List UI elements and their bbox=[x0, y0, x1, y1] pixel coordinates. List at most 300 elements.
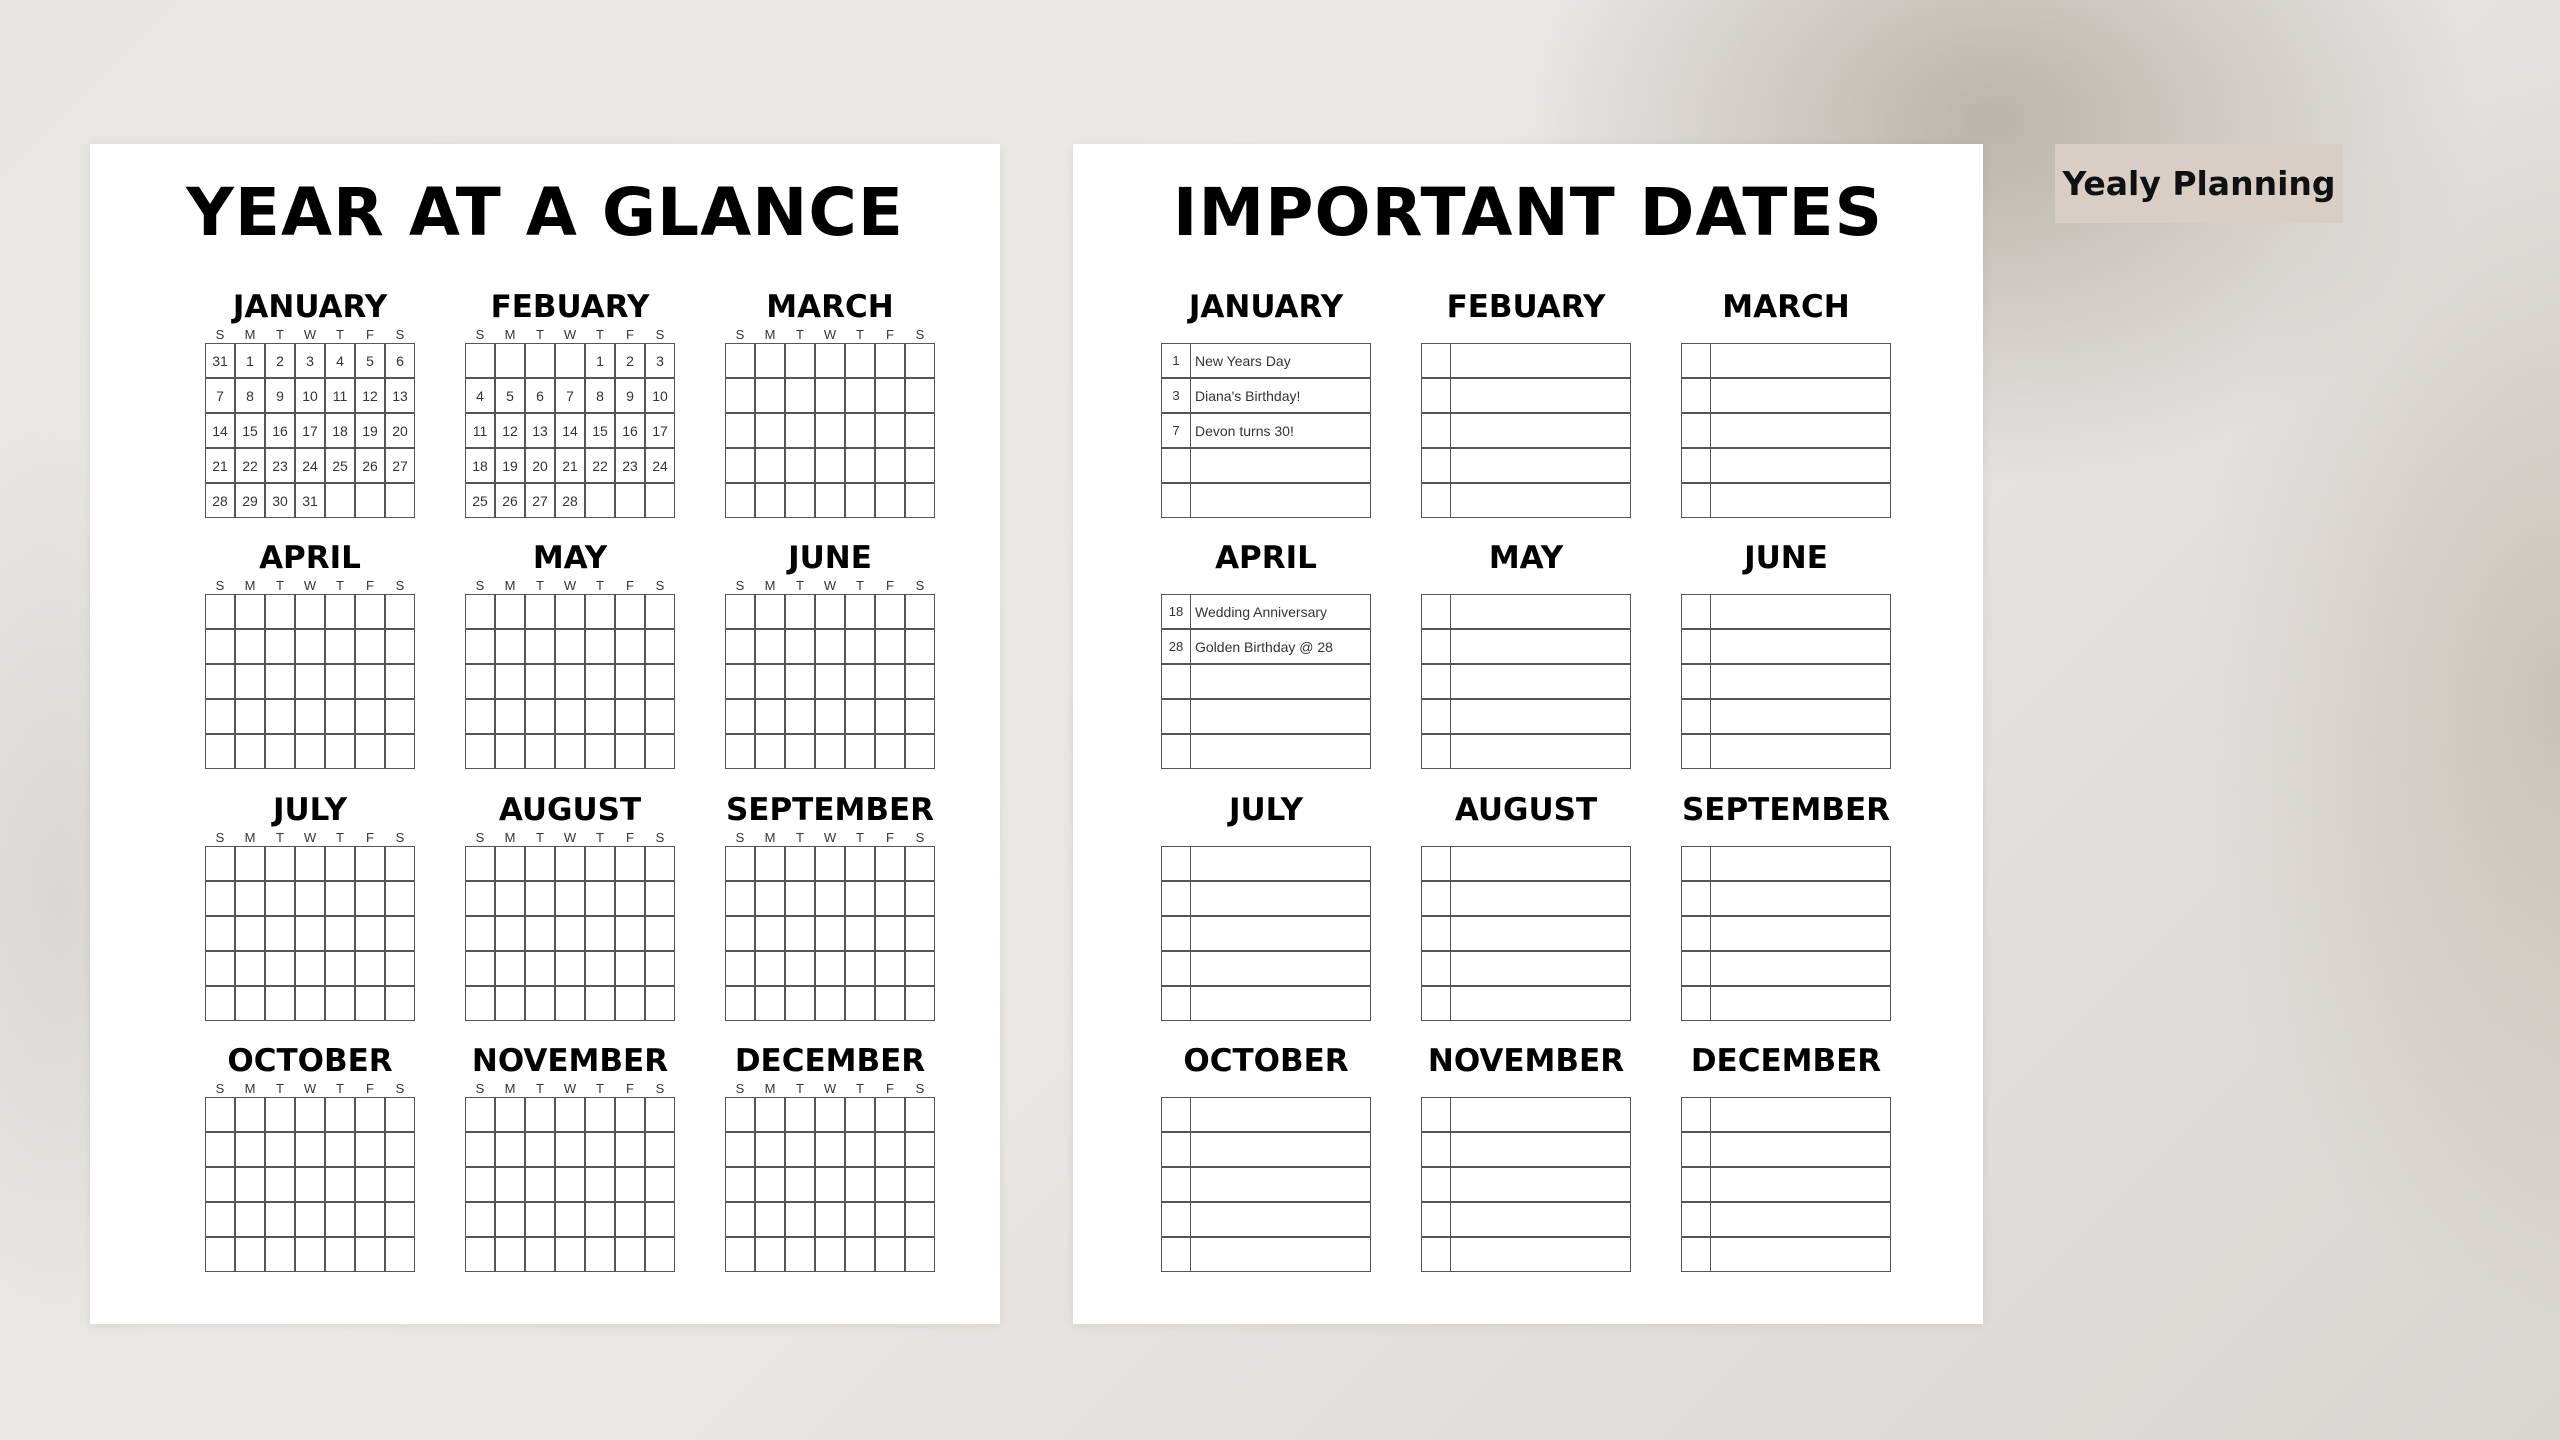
date-day bbox=[1682, 344, 1711, 377]
calendar-day-cell bbox=[585, 916, 615, 951]
weekday-label: T bbox=[796, 578, 804, 593]
month-calendar bbox=[440, 792, 700, 1032]
date-entry-row[interactable] bbox=[1421, 594, 1631, 629]
weekday-label: T bbox=[856, 830, 864, 845]
date-entry-row[interactable] bbox=[1681, 846, 1891, 881]
calendar-day-cell bbox=[645, 986, 675, 1021]
date-day bbox=[1422, 917, 1451, 950]
calendar-day-cell bbox=[785, 734, 815, 769]
calendar-day-cell: 15 bbox=[235, 413, 265, 448]
date-entry-row[interactable] bbox=[1421, 846, 1631, 881]
calendar-day-cell bbox=[785, 448, 815, 483]
date-entry-row[interactable] bbox=[1421, 699, 1631, 734]
date-entry-row[interactable] bbox=[1421, 664, 1631, 699]
calendar-day-cell bbox=[875, 1097, 905, 1132]
calendar-day-cell bbox=[845, 629, 875, 664]
calendar-day-cell bbox=[235, 1132, 265, 1167]
date-entry-row[interactable] bbox=[1161, 881, 1371, 916]
weekday-label: S bbox=[915, 830, 925, 845]
month-name: OCTOBER bbox=[227, 1043, 393, 1079]
calendar-day-cell: 16 bbox=[615, 413, 645, 448]
month-name: NOVEMBER bbox=[1427, 1043, 1625, 1079]
calendar-day-cell: 8 bbox=[235, 378, 265, 413]
date-entry-row[interactable] bbox=[1681, 483, 1891, 518]
month-name: JULY bbox=[272, 792, 348, 828]
date-entry-row[interactable] bbox=[1681, 951, 1891, 986]
date-entry-row[interactable] bbox=[1161, 448, 1371, 483]
calendar-day-cell bbox=[615, 629, 645, 664]
calendar-day-cell bbox=[755, 594, 785, 629]
calendar-day-cell bbox=[235, 734, 265, 769]
calendar-day-cell bbox=[755, 413, 785, 448]
calendar-day-cell bbox=[875, 378, 905, 413]
date-entry-row[interactable] bbox=[1421, 951, 1631, 986]
calendar-day-cell bbox=[905, 1132, 935, 1167]
calendar-day-cell bbox=[465, 951, 495, 986]
calendar-day-cell bbox=[205, 629, 235, 664]
calendar-day-cell bbox=[725, 664, 755, 699]
calendar-day-cell bbox=[325, 951, 355, 986]
date-entry-row[interactable] bbox=[1681, 594, 1891, 629]
calendar-day-cell bbox=[205, 951, 235, 986]
date-entry-row[interactable] bbox=[1421, 629, 1631, 664]
calendar-day-cell bbox=[325, 664, 355, 699]
calendar-day-cell bbox=[265, 1097, 295, 1132]
calendar-day-cell bbox=[295, 699, 325, 734]
calendar-day-cell bbox=[205, 1202, 235, 1237]
calendar-day-cell bbox=[555, 594, 585, 629]
month-dates-list bbox=[1421, 289, 1636, 529]
calendar-day-cell: 6 bbox=[385, 343, 415, 378]
calendar-day-cell bbox=[585, 1202, 615, 1237]
date-entry-row[interactable] bbox=[1681, 1237, 1891, 1272]
calendar-day-cell bbox=[585, 483, 615, 518]
weekday-label: S bbox=[655, 1081, 665, 1096]
calendar-day-cell bbox=[525, 1167, 555, 1202]
month-calendar bbox=[440, 1043, 700, 1283]
calendar-day-cell bbox=[725, 1132, 755, 1167]
calendar-day-cell bbox=[645, 1097, 675, 1132]
calendar-day-cell bbox=[875, 734, 905, 769]
calendar-day-cell: 20 bbox=[525, 448, 555, 483]
calendar-day-cell bbox=[555, 343, 585, 378]
date-entry-row[interactable] bbox=[1161, 483, 1371, 518]
date-day bbox=[1422, 700, 1451, 733]
date-entry-row[interactable] bbox=[1161, 734, 1371, 769]
weekday-label: S bbox=[655, 327, 665, 342]
calendar-day-cell bbox=[495, 986, 525, 1021]
calendar-day-cell bbox=[235, 986, 265, 1021]
weekday-label: S bbox=[395, 327, 405, 342]
date-entry-row[interactable] bbox=[1421, 916, 1631, 951]
calendar-day-cell bbox=[555, 1167, 585, 1202]
date-entry-row[interactable] bbox=[1681, 699, 1891, 734]
calendar-day-cell bbox=[325, 1202, 355, 1237]
calendar-day-cell bbox=[235, 951, 265, 986]
calendar-day-cell bbox=[815, 846, 845, 881]
calendar-day-cell bbox=[815, 881, 845, 916]
date-entry-row[interactable] bbox=[1421, 881, 1631, 916]
calendar-day-cell: 6 bbox=[525, 378, 555, 413]
date-day bbox=[1422, 987, 1451, 1020]
calendar-day-cell bbox=[355, 734, 385, 769]
calendar-day-cell bbox=[265, 734, 295, 769]
calendar-day-cell: 26 bbox=[495, 483, 525, 518]
weekday-label: S bbox=[735, 578, 745, 593]
date-day bbox=[1162, 952, 1191, 985]
weekday-label: W bbox=[303, 327, 317, 342]
month-name: JANUARY bbox=[232, 289, 388, 325]
month-calendar bbox=[700, 792, 960, 1032]
date-entry-row[interactable] bbox=[1421, 1167, 1631, 1202]
weekday-label: M bbox=[764, 1081, 776, 1096]
calendar-day-cell: 10 bbox=[295, 378, 325, 413]
date-day bbox=[1682, 1098, 1711, 1131]
date-day bbox=[1682, 1203, 1711, 1236]
calendar-day-cell: 10 bbox=[645, 378, 675, 413]
date-entry-row[interactable] bbox=[1421, 986, 1631, 1021]
calendar-day-cell bbox=[385, 594, 415, 629]
date-day: 3 bbox=[1162, 379, 1191, 412]
date-entry-row[interactable] bbox=[1681, 1132, 1891, 1167]
weekday-label: M bbox=[504, 1081, 516, 1096]
calendar-day-cell bbox=[755, 629, 785, 664]
weekday-label: T bbox=[536, 830, 544, 845]
date-entry-row[interactable] bbox=[1681, 1097, 1891, 1132]
month-name: MARCH bbox=[766, 289, 894, 325]
date-entry-row[interactable] bbox=[1421, 1132, 1631, 1167]
weekday-label: W bbox=[563, 578, 577, 593]
weekday-label: W bbox=[823, 327, 837, 342]
calendar-day-cell bbox=[815, 343, 845, 378]
calendar-day-cell bbox=[645, 734, 675, 769]
calendar-day-cell bbox=[205, 1167, 235, 1202]
calendar-day-cell bbox=[295, 881, 325, 916]
date-day: 1 bbox=[1162, 344, 1191, 377]
date-day bbox=[1422, 595, 1451, 628]
calendar-day-cell bbox=[205, 1132, 235, 1167]
calendar-day-cell bbox=[295, 916, 325, 951]
calendar-day-cell bbox=[875, 846, 905, 881]
calendar-day-cell bbox=[465, 1097, 495, 1132]
calendar-day-cell bbox=[845, 1237, 875, 1272]
calendar-day-cell bbox=[645, 881, 675, 916]
calendar-day-cell bbox=[815, 664, 845, 699]
calendar-day-cell: 12 bbox=[355, 378, 385, 413]
calendar-day-cell bbox=[725, 594, 755, 629]
date-entry-row[interactable] bbox=[1161, 1097, 1371, 1132]
date-entry-row[interactable] bbox=[1681, 629, 1891, 664]
date-day bbox=[1162, 1168, 1191, 1201]
calendar-day-cell bbox=[875, 629, 905, 664]
calendar-day-cell bbox=[295, 594, 325, 629]
calendar-day-cell bbox=[235, 629, 265, 664]
calendar-day-cell: 27 bbox=[525, 483, 555, 518]
calendar-day-cell bbox=[555, 629, 585, 664]
date-entry-row[interactable] bbox=[1681, 986, 1891, 1021]
weekday-label: W bbox=[823, 1081, 837, 1096]
calendar-day-cell bbox=[235, 1097, 265, 1132]
calendar-day-cell bbox=[785, 594, 815, 629]
calendar-day-cell bbox=[355, 1097, 385, 1132]
page-title: IMPORTANT DATES bbox=[1172, 174, 1884, 251]
weekday-label: S bbox=[215, 1081, 225, 1096]
calendar-day-cell bbox=[845, 699, 875, 734]
weekday-label: W bbox=[823, 578, 837, 593]
calendar-day-cell bbox=[465, 699, 495, 734]
calendar-day-cell bbox=[385, 664, 415, 699]
date-entry-row[interactable] bbox=[1161, 1237, 1371, 1272]
weekday-label: T bbox=[856, 1081, 864, 1096]
calendar-day-cell bbox=[265, 629, 295, 664]
calendar-day-cell bbox=[645, 1237, 675, 1272]
date-day bbox=[1422, 1238, 1451, 1271]
date-entry-row[interactable] bbox=[1681, 448, 1891, 483]
weekday-label: S bbox=[215, 830, 225, 845]
date-entry-row[interactable] bbox=[1681, 343, 1891, 378]
calendar-day-cell bbox=[385, 986, 415, 1021]
calendar-day-cell bbox=[525, 1202, 555, 1237]
date-entry-row[interactable] bbox=[1421, 734, 1631, 769]
date-entry-row[interactable] bbox=[1161, 413, 1371, 448]
calendar-day-cell bbox=[265, 699, 295, 734]
month-name: JULY bbox=[1228, 792, 1304, 828]
calendar-day-cell bbox=[725, 986, 755, 1021]
month-dates-list bbox=[1161, 1043, 1376, 1283]
calendar-day-cell bbox=[725, 1202, 755, 1237]
calendar-day-cell: 1 bbox=[585, 343, 615, 378]
weekday-label: T bbox=[536, 578, 544, 593]
month-dates-list bbox=[1681, 1043, 1896, 1283]
date-day bbox=[1422, 630, 1451, 663]
month-name: NOVEMBER bbox=[471, 1043, 669, 1079]
calendar-day-cell: 17 bbox=[645, 413, 675, 448]
calendar-day-cell bbox=[615, 1097, 645, 1132]
date-entry-row[interactable] bbox=[1421, 378, 1631, 413]
date-entry-row[interactable] bbox=[1681, 413, 1891, 448]
date-entry-row[interactable] bbox=[1421, 483, 1631, 518]
date-entry-row[interactable] bbox=[1161, 664, 1371, 699]
calendar-day-cell bbox=[615, 699, 645, 734]
calendar-day-cell bbox=[385, 846, 415, 881]
weekday-label: S bbox=[215, 578, 225, 593]
date-entry-row[interactable] bbox=[1681, 916, 1891, 951]
weekday-label: S bbox=[915, 578, 925, 593]
calendar-day-cell bbox=[355, 1237, 385, 1272]
month-dates-list bbox=[1681, 289, 1896, 529]
weekday-label: S bbox=[655, 578, 665, 593]
calendar-day-cell bbox=[615, 951, 645, 986]
month-calendar bbox=[180, 792, 440, 1032]
calendar-day-cell bbox=[525, 594, 555, 629]
date-day bbox=[1162, 987, 1191, 1020]
calendar-day-cell bbox=[235, 1237, 265, 1272]
date-entry-row[interactable] bbox=[1161, 1132, 1371, 1167]
calendar-day-cell bbox=[755, 664, 785, 699]
calendar-day-cell bbox=[385, 1167, 415, 1202]
date-entry-row[interactable] bbox=[1161, 378, 1371, 413]
calendar-day-cell: 30 bbox=[265, 483, 295, 518]
date-entry-row[interactable] bbox=[1681, 1167, 1891, 1202]
calendar-day-cell bbox=[495, 846, 525, 881]
date-entry-row[interactable] bbox=[1421, 343, 1631, 378]
weekday-label: F bbox=[886, 830, 894, 845]
calendar-day-cell bbox=[755, 448, 785, 483]
calendar-day-cell: 11 bbox=[325, 378, 355, 413]
calendar-day-cell: 17 bbox=[295, 413, 325, 448]
date-entry-row[interactable] bbox=[1161, 699, 1371, 734]
calendar-day-cell: 13 bbox=[525, 413, 555, 448]
date-entry-row[interactable] bbox=[1421, 1237, 1631, 1272]
date-description: Golden Birthday @ 28 bbox=[1195, 638, 1333, 655]
calendar-day-cell bbox=[645, 664, 675, 699]
date-entry-row[interactable] bbox=[1421, 448, 1631, 483]
month-dates-list bbox=[1681, 540, 1896, 780]
calendar-day-cell bbox=[725, 846, 755, 881]
calendar-day-cell: 24 bbox=[295, 448, 325, 483]
calendar-day-cell bbox=[875, 1167, 905, 1202]
calendar-day-cell bbox=[495, 1237, 525, 1272]
calendar-day-cell bbox=[325, 1132, 355, 1167]
calendar-day-cell bbox=[585, 699, 615, 734]
calendar-day-cell bbox=[615, 594, 645, 629]
calendar-day-cell bbox=[235, 699, 265, 734]
month-name: AUGUST bbox=[1454, 792, 1598, 828]
month-name: AUGUST bbox=[498, 792, 642, 828]
calendar-day-cell bbox=[495, 629, 525, 664]
month-dates-list bbox=[1161, 540, 1376, 780]
calendar-day-cell bbox=[555, 699, 585, 734]
calendar-day-cell: 28 bbox=[205, 483, 235, 518]
calendar-day-cell: 11 bbox=[465, 413, 495, 448]
weekday-label: T bbox=[596, 1081, 604, 1096]
calendar-day-cell bbox=[525, 1237, 555, 1272]
calendar-day-cell bbox=[295, 629, 325, 664]
weekday-label: S bbox=[735, 1081, 745, 1096]
calendar-day-cell bbox=[385, 629, 415, 664]
calendar-day-cell: 19 bbox=[495, 448, 525, 483]
calendar-day-cell bbox=[355, 1132, 385, 1167]
weekday-label: F bbox=[626, 327, 634, 342]
weekday-label: S bbox=[475, 578, 485, 593]
month-calendar bbox=[180, 289, 440, 529]
date-description: Devon turns 30! bbox=[1195, 422, 1294, 439]
calendar-day-cell bbox=[645, 916, 675, 951]
calendar-day-cell bbox=[495, 951, 525, 986]
date-entry-row[interactable] bbox=[1161, 846, 1371, 881]
calendar-day-cell bbox=[355, 951, 385, 986]
weekday-label: S bbox=[395, 830, 405, 845]
calendar-day-cell bbox=[355, 664, 385, 699]
calendar-day-cell bbox=[725, 1097, 755, 1132]
calendar-day-cell bbox=[525, 881, 555, 916]
calendar-day-cell bbox=[265, 881, 295, 916]
calendar-day-cell bbox=[785, 916, 815, 951]
month-calendar bbox=[180, 1043, 440, 1283]
month-calendar bbox=[700, 540, 960, 780]
calendar-day-cell: 4 bbox=[465, 378, 495, 413]
date-entry-row[interactable] bbox=[1161, 986, 1371, 1021]
weekday-label: W bbox=[303, 830, 317, 845]
calendar-day-cell bbox=[265, 594, 295, 629]
calendar-day-cell bbox=[585, 1167, 615, 1202]
calendar-day-cell bbox=[355, 699, 385, 734]
month-name: MARCH bbox=[1722, 289, 1850, 325]
calendar-day-cell bbox=[465, 1237, 495, 1272]
date-entry-row[interactable] bbox=[1421, 1097, 1631, 1132]
calendar-day-cell: 24 bbox=[645, 448, 675, 483]
date-entry-row[interactable] bbox=[1161, 951, 1371, 986]
calendar-day-cell bbox=[205, 664, 235, 699]
calendar-day-cell bbox=[265, 1202, 295, 1237]
calendar-day-cell bbox=[725, 916, 755, 951]
calendar-day-cell bbox=[295, 846, 325, 881]
calendar-day-cell bbox=[235, 594, 265, 629]
date-entry-row[interactable] bbox=[1161, 1167, 1371, 1202]
date-entry-row[interactable] bbox=[1161, 594, 1371, 629]
calendar-day-cell bbox=[615, 986, 645, 1021]
calendar-day-cell bbox=[555, 916, 585, 951]
month-name: JUNE bbox=[788, 540, 872, 576]
weekday-label: F bbox=[366, 327, 374, 342]
date-entry-row[interactable] bbox=[1681, 1202, 1891, 1237]
date-entry-row[interactable] bbox=[1681, 881, 1891, 916]
calendar-day-cell: 21 bbox=[205, 448, 235, 483]
date-day bbox=[1682, 665, 1711, 698]
date-entry-row[interactable] bbox=[1161, 629, 1371, 664]
calendar-day-cell bbox=[525, 343, 555, 378]
weekday-label: T bbox=[856, 327, 864, 342]
calendar-day-cell bbox=[875, 448, 905, 483]
calendar-day-cell bbox=[235, 916, 265, 951]
calendar-day-cell bbox=[585, 734, 615, 769]
date-entry-row[interactable] bbox=[1421, 1202, 1631, 1237]
calendar-day-cell bbox=[815, 699, 845, 734]
weekday-label: W bbox=[563, 327, 577, 342]
calendar-day-cell bbox=[815, 986, 845, 1021]
month-dates-list bbox=[1161, 289, 1376, 529]
date-day: 7 bbox=[1162, 414, 1191, 447]
calendar-day-cell bbox=[385, 483, 415, 518]
calendar-day-cell bbox=[585, 664, 615, 699]
calendar-day-cell bbox=[555, 986, 585, 1021]
date-entry-row[interactable] bbox=[1161, 343, 1371, 378]
date-entry-row[interactable] bbox=[1681, 378, 1891, 413]
date-description: Wedding Anniversary bbox=[1195, 603, 1328, 620]
calendar-day-cell bbox=[265, 846, 295, 881]
calendar-day-cell bbox=[205, 734, 235, 769]
date-entry-row[interactable] bbox=[1161, 916, 1371, 951]
date-day bbox=[1682, 595, 1711, 628]
calendar-day-cell bbox=[645, 629, 675, 664]
weekday-label: T bbox=[336, 327, 344, 342]
date-entry-row[interactable] bbox=[1681, 734, 1891, 769]
calendar-day-cell bbox=[785, 699, 815, 734]
calendar-day-cell bbox=[325, 483, 355, 518]
date-entry-row[interactable] bbox=[1161, 1202, 1371, 1237]
date-day bbox=[1682, 630, 1711, 663]
calendar-day-cell bbox=[555, 1237, 585, 1272]
weekday-label: T bbox=[596, 830, 604, 845]
weekday-label: S bbox=[735, 830, 745, 845]
calendar-day-cell bbox=[585, 629, 615, 664]
date-entry-row[interactable] bbox=[1681, 664, 1891, 699]
date-entry-row[interactable] bbox=[1421, 413, 1631, 448]
weekday-label: M bbox=[244, 327, 256, 342]
calendar-day-cell: 18 bbox=[325, 413, 355, 448]
calendar-day-cell bbox=[815, 448, 845, 483]
calendar-day-cell bbox=[525, 951, 555, 986]
